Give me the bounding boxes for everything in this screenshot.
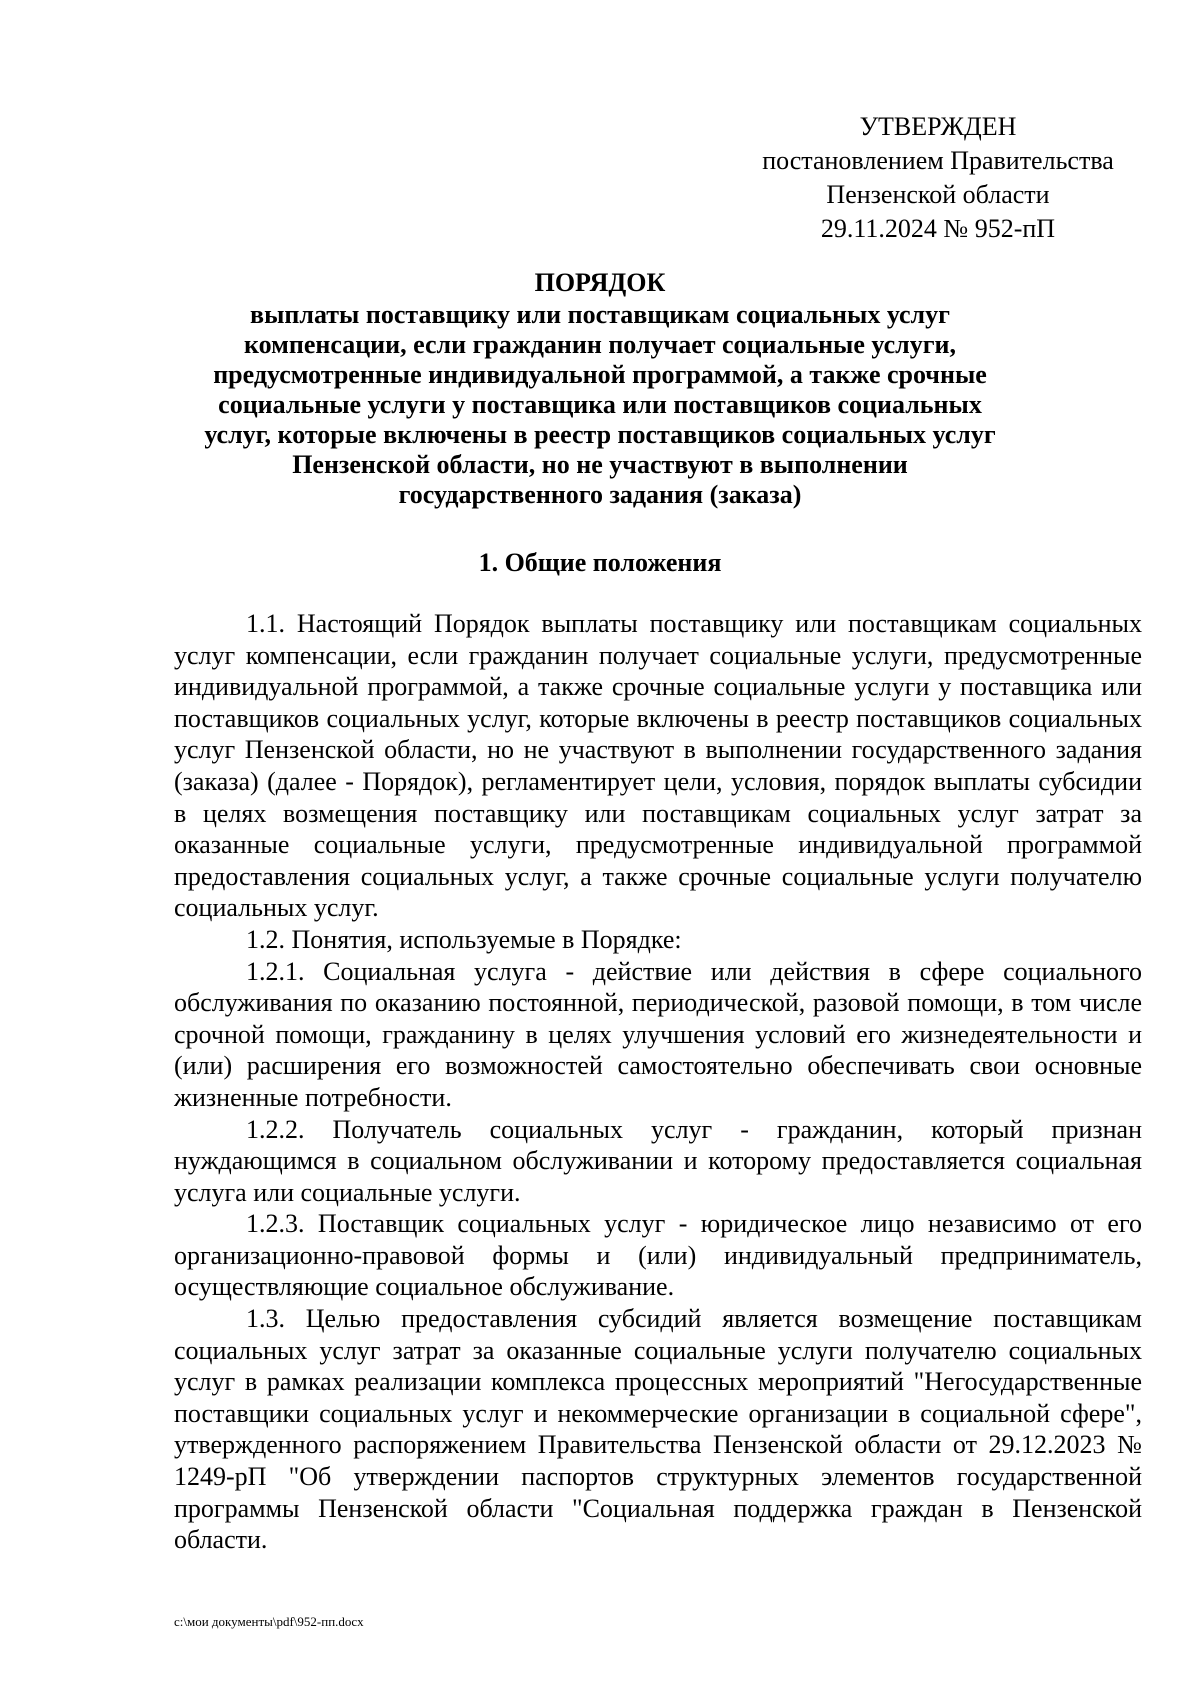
approval-line-3: Пензенской области [826, 180, 1050, 209]
approval-line-1: УТВЕРЖДЕН [859, 112, 1017, 141]
approval-stamp [738, 110, 1138, 246]
footer-file-path: c:\мои документы\pdf\952-пп.docx [174, 1614, 364, 1629]
title-subtitle [160, 300, 1040, 510]
approval-line-2: постановлением Правительства [762, 146, 1114, 175]
subtitle-line: социальные услуги у поставщика или поставщиков социальных [218, 390, 982, 419]
subtitle-line: выплаты поставщику или поставщикам социальных услуг [250, 300, 950, 329]
paragraph-1-2-1: 1.2.1. Социальная услуга - действие или действия в сфере социального обслуживания по оказанию постоянной, периодической, разовой помощи, в том числе срочной помощи, гражданину в целях улучшения условий его жизнедеятельности и (или) расширения его возможностей самостоятельно обеспечивать свои основные жизненные потребности. [174, 956, 1142, 1112]
paragraph-1-2-3: 1.2.3. Поставщик социальных услуг - юридическое лицо независимо от его организационно-правовой формы и (или) индивидуальный предприниматель, осуществляющие социальное обслуживание. [174, 1209, 1142, 1302]
paragraph-1-2: 1.2. Понятия, используемые в Порядке: [246, 924, 682, 954]
subtitle-line: Пензенской области, но не участвуют в выполнении [292, 450, 908, 479]
paragraph-1-3: 1.3. Целью предоставления субсидий является возмещение поставщикам социальных услуг затрат за оказанные социальные услуги получателю социальных услуг в рамках реализации комплекса процессных мероприятий "Негосударственные поставщики социальных услуг и некоммерческие организации в социальной сфере", утвержденного распоряжением Правительства Пензенской области от 29.12.2023 № 1249-рП "Об утверждении паспортов структурных элементов государственной программы Пензенской области "Социальная поддержка граждан в Пензенской области. [174, 1304, 1142, 1555]
paragraph-1-1: 1.1. Настоящий Порядок выплаты поставщику или поставщикам социальных услуг компенсации, если гражданин получает социальные услуги, предусмотренные индивидуальной программой, а также срочные социальные услуги у поставщика или поставщиков социальных услуг, которые включены в реестр поставщиков социальных услуг Пензенской области, но не участвуют в выполнении государственного задания (заказа) (далее - Порядок), регламентирует цели, условия, порядок выплаты субсидии в целях возмещения поставщику или поставщикам социальных услуг затрат за оказанные социальные услуги, предусмотренные индивидуальной программой предоставления социальных услуг, а также срочные социальные услуги получателю социальных услуг. [174, 609, 1142, 923]
subtitle-line: государственного задания (заказа) [398, 480, 802, 509]
subtitle-line: компенсации, если гражданин получает социальные услуги, [243, 330, 957, 359]
section-body [174, 608, 1142, 1556]
title-main: ПОРЯДОК [534, 268, 666, 297]
subtitle-line: предусмотренные индивидуальной программой, а также срочные [213, 360, 987, 389]
section-heading: 1. Общие положения [478, 548, 722, 577]
paragraph-1-2-2: 1.2.2. Получатель социальных услуг - гражданин, который признан нуждающимся в социальном обслуживании и которому предоставляется социальная услуга или социальные услуги. [174, 1114, 1142, 1207]
document-title [160, 268, 1040, 510]
approval-line-4: 29.11.2024 № 952-пП [820, 214, 1056, 243]
subtitle-line: услуг, которые включены в реестр поставщиков социальных услуг [204, 420, 996, 449]
